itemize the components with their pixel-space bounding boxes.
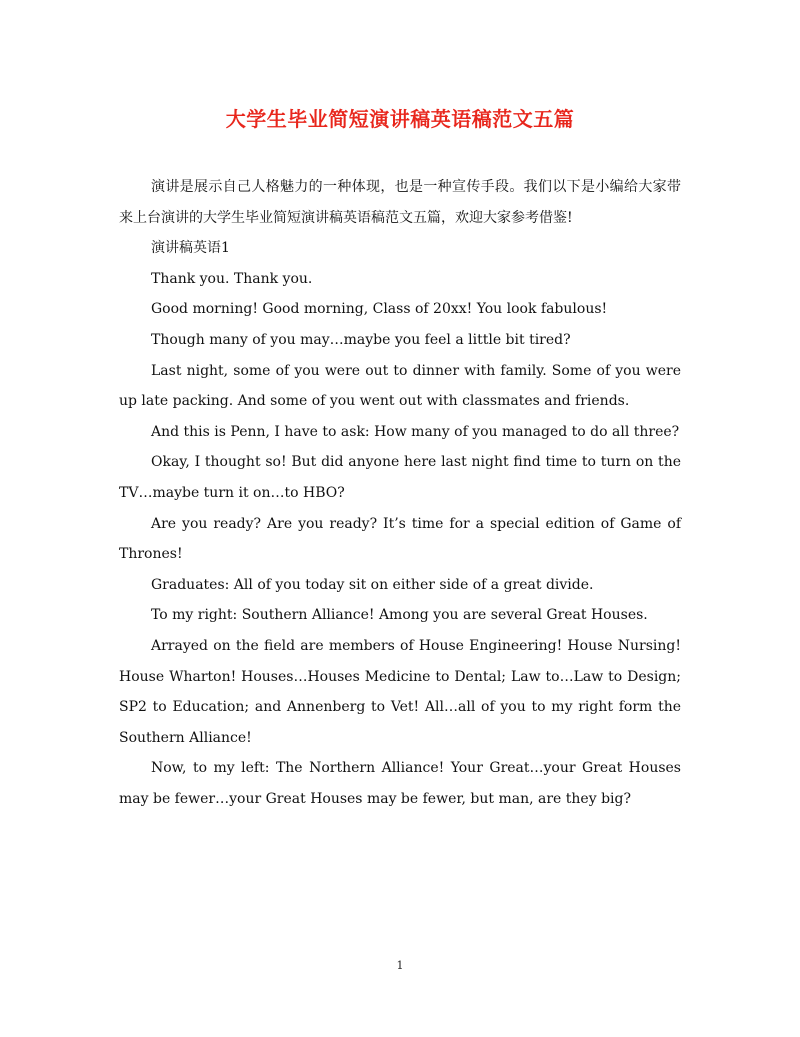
speech-paragraph: Graduates: All of you today sit on either side of a great divide. [151, 576, 594, 593]
page-number: 1 [396, 959, 404, 972]
speech-paragraph: Good morning! Good morning, Class of 20xx! You look fabulous! [151, 301, 608, 318]
document-body [119, 172, 681, 814]
speech-paragraph: To my right: Southern Alliance! Among you are several Great Houses. [151, 607, 648, 624]
speech-paragraph: And this is Penn, I have to ask: How many of you managed to do all three? [151, 423, 680, 440]
speech-paragraph: Now, to my left: The Northern Alliance! Your Great…your Great Houses may be fewer…your Great Houses may be fewer, but man, are they big? [119, 760, 681, 807]
intro-paragraph: 演讲是展示自己人格魅力的一种体现，也是一种宣传手段。我们以下是小编给大家带来上台演讲的大学生毕业简短演讲稿英语稿范文五篇，欢迎大家参考借鉴! [119, 179, 681, 226]
speech-paragraph: Last night, some of you were out to dinner with family. Some of you were up late packing. And some of you went out with classmates and friends. [119, 362, 681, 410]
section-heading: 演讲稿英语1 [151, 240, 230, 257]
speech-paragraph: Arrayed on the field are members of House Engineering! House Nursing! House Wharton! Houses…Houses Medicine to Dental; Law to…Law to Design; SP2 to Education; and Annenberg to Vet! All…all of you to my right form the Southern Alliance! [119, 637, 681, 746]
speech-paragraph: Okay, I thought so! But did anyone here last night find time to turn on the TV…maybe turn it on…to HBO? [119, 454, 681, 501]
document-title: 大学生毕业简短演讲稿英语稿范文五篇 [225, 107, 575, 131]
speech-paragraph: Though many of you may…maybe you feel a little bit tired? [151, 331, 571, 348]
speech-paragraph: Are you ready? Are you ready? It’s time for a special edition of Game of Thrones! [119, 515, 681, 563]
speech-paragraph: Thank you. Thank you. [151, 270, 313, 287]
